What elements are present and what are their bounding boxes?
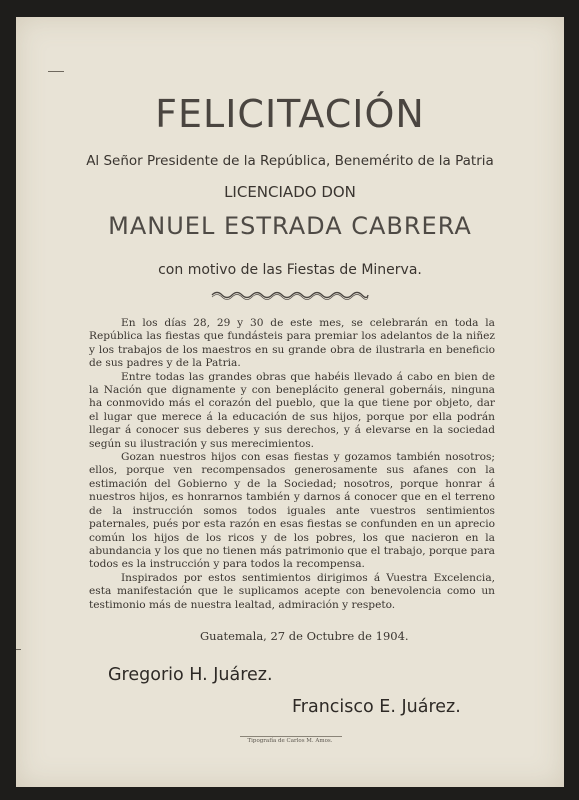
wavy-divider-icon (210, 289, 370, 301)
document-page (16, 17, 564, 787)
dateline: Guatemala, 27 de Octubre de 1904. (200, 629, 409, 643)
edge-mark (16, 649, 21, 650)
signature-francisco: Francisco E. Juárez. (292, 697, 461, 717)
body-paragraph: Inspirados por estos sentimientos dirigimos á Vuestra Excelencia, esta manifestación que le suplicamos acepte con benevolencia como un testimonio más de nuestra lealtad, admiración y respeto. (89, 571, 495, 611)
recipient-name: MANUEL ESTRADA CABRERA (108, 212, 472, 240)
document-title: FELICITACIÓN (155, 92, 425, 136)
printer-imprint: Tipografía de Carlos M. Amos. (247, 738, 333, 744)
body-paragraph: Entre todas las grandes obras que habéis llevado á cabo en bien de la Nación que dignamente y con beneplácito general gobernáis, ninguna ha conmovido más el corazón del pueblo, que la que tiene por objeto, dar el lugar que merece á la educación de sus hijos, porque por ella podrán llegar á conocer sus deberes y sus derechos, y á elevarse en la sociedad según su ilustración y sus merecimientos. (89, 370, 495, 450)
body-paragraph: En los días 28, 29 y 30 de este mes, se celebrarán en toda la República las fiestas que fundásteis para premiar los adelantos de la niñez y los trabajos de los maestros en su grande obra de ilustrarla en beneficio de sus padres y de la Patria. (89, 317, 495, 370)
honorific-line: LICENCIADO DON (224, 183, 356, 201)
printer-rule (240, 736, 342, 737)
body-text (89, 317, 495, 612)
edge-mark (48, 71, 64, 72)
occasion-line: con motivo de las Fiestas de Minerva. (158, 262, 422, 278)
addressee-line: Al Señor Presidente de la República, Benemérito de la Patria (86, 153, 494, 169)
signature-gregorio: Gregorio H. Juárez. (108, 665, 273, 685)
body-paragraph: Gozan nuestros hijos con esas fiestas y gozamos también nosotros; ellos, porque ven recompensados generosamente sus afanes con la estimación del Gobierno y de la Sociedad; nosotros, porque honrar á nuestros hijos, es honrarnos también y darnos á conocer que en el terreno de la instrucción somos todos iguales ante vuestros sentimientos paternales, pués por esta razón en esas fiestas se confunden en un aprecio común los hijos de los ricos y de los pobres, los que nacieron en la abundancia y los que no tienen más patrimonio que el trabajo, porque para todos es la instrucción y para todos la recompensa. (89, 451, 495, 571)
